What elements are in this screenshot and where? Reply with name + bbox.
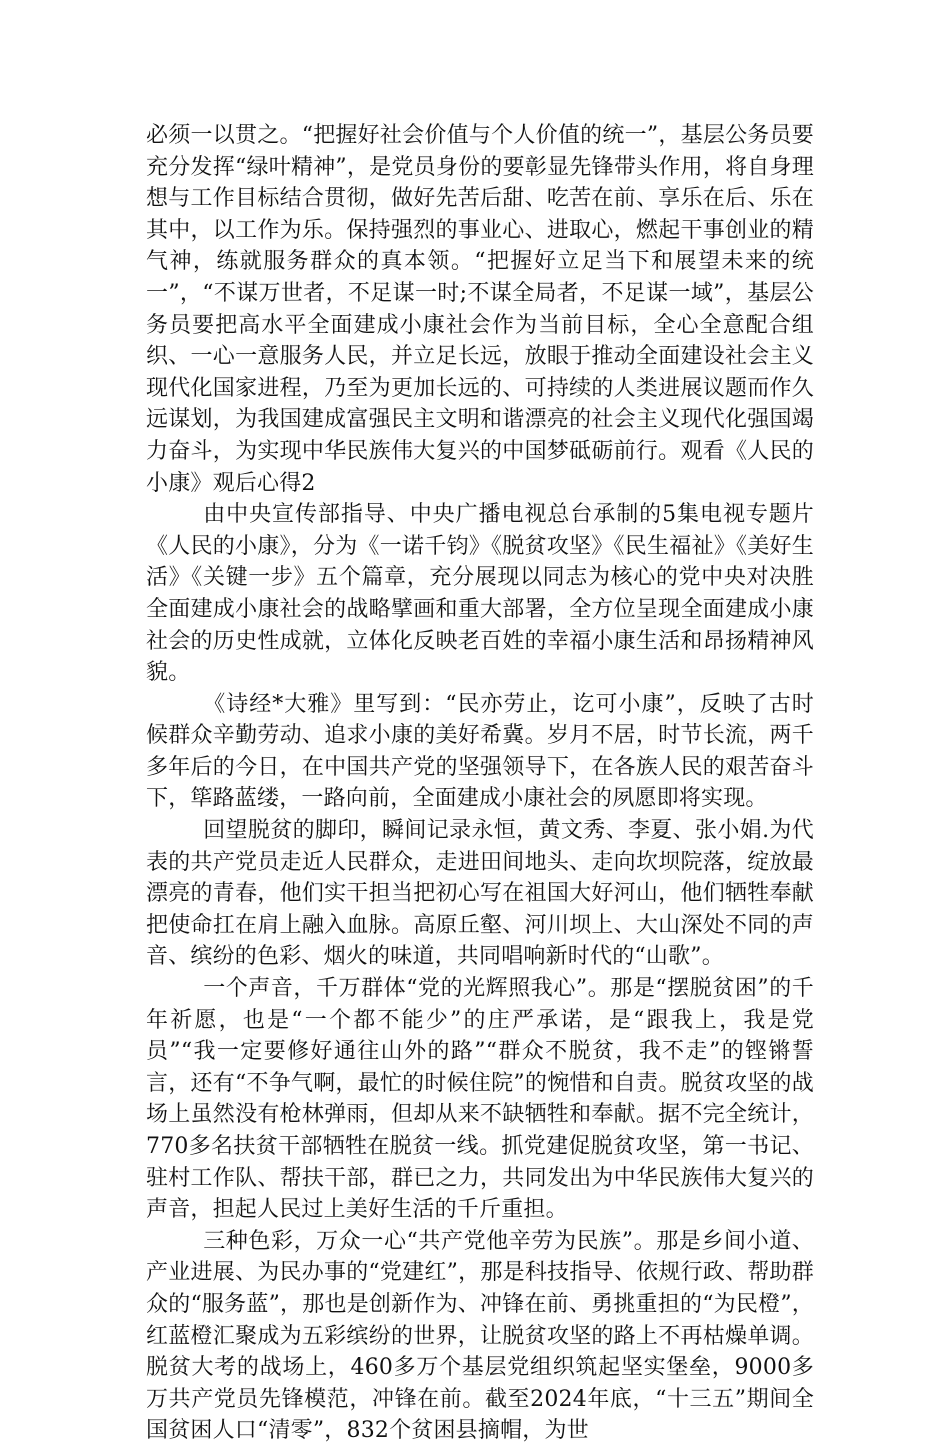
paragraph: 三种色彩，万众一心“共产党他辛劳为民族”。那是乡间小道、产业进展、为民办事的“党建红”，那是科技指导、依规行政、帮助群众的“服务蓝”，那也是创新作为、冲锋在前、勇挑重担的“为民橙”，红蓝橙汇聚成为五彩缤纷的世界，让脱贫攻坚的路上不再枯燥单调。脱贫大考的战场上，460多万个基层党组织筑起坚实堡垒，9000多万共产党员先锋模范，冲锋在前。截至2024年底，“十三五”期间全国贫困人口“清零”，832个贫困县摘帽，为世: [146, 1228, 814, 1444]
paragraph: 《诗经*大雅》里写到：“民亦劳止，讫可小康”，反映了古时候群众辛勤劳动、追求小康的美好希冀。岁月不居，时节长流，两千多年后的今日，在中国共产党的坚强领导下，在各族人民的艰苦奋斗下，筚路蓝缕，一路向前，全面建成小康社会的夙愿即将实现。: [146, 691, 814, 812]
paragraph: 一个声音，千万群体“党的光辉照我心”。那是“摆脱贫困”的千年祈愿，也是“一个都不能少”的庄严承诺，是“跟我上，我是党员”“我一定要修好通往山外的路”“群众不脱贫，我不走”的铿锵誓言，还有“不争气啊，最忙的时候住院”的惋惜和自责。脱贫攻坚的战场上虽然没有枪林弹雨，但却从来不缺牺牲和奉献。据不完全统计，770多名扶贫干部牺牲在脱贫一线。抓党建促脱贫攻坚，第一书记、驻村工作队、帮扶干部，群已之力，共同发出为中华民族伟大复兴的声音，担起人民过上美好生活的千斤重担。: [146, 976, 814, 1223]
paragraph: 必须一以贯之。“把握好社会价值与个人价值的统一”，基层公务员要充分发挥“绿叶精神”，是党员身份的要彰显先锋带头作用，将自身理想与工作目标结合贯彻，做好先苦后甜、吃苦在前、享乐在后、乐在其中，以工作为乐。保持强烈的事业心、进取心，燃起干事创业的精气神，练就服务群众的真本领。“把握好立足当下和展望未来的统一”，“不谋万世者，不足谋一时;不谋全局者，不足谋一域”，基层公务员要把高水平全面建成小康社会作为当前目标，全心全意配合组织、一心一意服务人民，并立足长远，放眼于推动全面建设社会主义现代化国家进程，乃至为更加长远的、可持续的人类进展议题而作久远谋划，为我国建成富强民主文明和谐漂亮的社会主义现代化强国竭力奋斗，为实现中华民族伟大复兴的中国梦砥砺前行。观看《人民的小康》观后心得2: [146, 123, 814, 496]
paragraph: 由中央宣传部指导、中央广播电视总台承制的5集电视专题片《人民的小康》，分为《一诺千钧》《脱贫攻坚》《民生福祉》《美好生活》《关键一步》五个篇章，充分展现以同志为核心的党中央对决胜全面建成小康社会的战略擘画和重大部署，全方位呈现全面建成小康社会的历史性成就，立体化反映老百姓的幸福小康生活和昂扬精神风貌。: [146, 502, 814, 686]
paragraph: 回望脱贫的脚印，瞬间记录永恒，黄文秀、李夏、张小娟.为代表的共产党员走近人民群众，走进田间地头、走向坎坝院落，绽放最漂亮的青春，他们实干担当把初心写在祖国大好河山，他们牺牲奉献把使命扛在肩上融入血脉。高原丘壑、河川坝上、大山深处不同的声音、缤纷的色彩、烟火的味道，共同唱响新时代的“山歌”。: [146, 818, 814, 970]
document-body: [146, 120, 814, 1447]
